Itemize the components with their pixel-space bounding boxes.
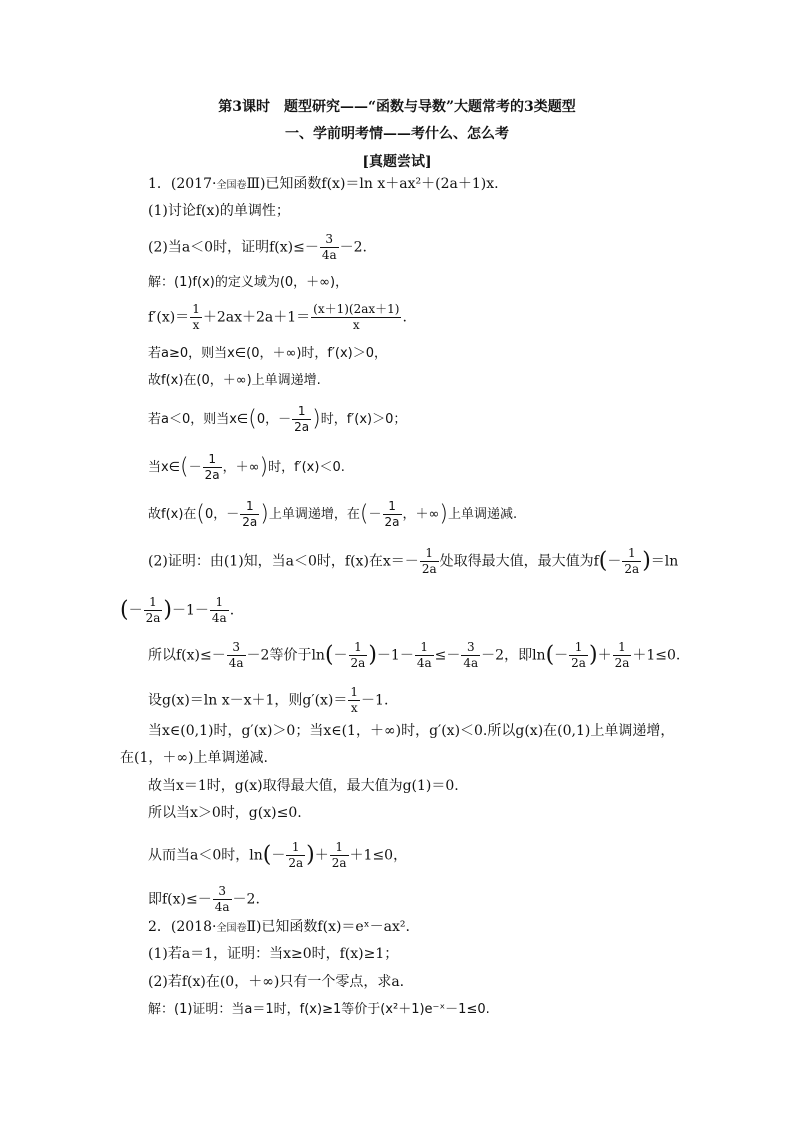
denominator: 2a <box>421 562 437 576</box>
fraction-1-over-2a <box>203 452 222 483</box>
text: 从而当a＜0时，ln <box>148 847 263 864</box>
problem-1-part-2 <box>148 232 367 263</box>
denominator: x <box>192 318 200 332</box>
paren-close: ) <box>312 406 321 432</box>
fraction-1-over-2a <box>349 640 368 671</box>
fraction-1-over-2a <box>240 499 259 530</box>
proof-line-3: 所以f(x)≤－ $\frac{3}{4a}$ －2等价于ln(－ $\frac{1}{2a}$ )－1－ $\frac{1}{4a}$ ≤－ $\frac{3}{4a}$ －2，即ln(－ $\frac{1}{2a}$ )＋ $\frac{1}{2a}$ ＋1≤0. <box>148 640 681 670</box>
text: －2，即ln <box>481 647 546 664</box>
denominator: 2a <box>294 420 310 434</box>
text: －2等价于ln <box>246 647 325 664</box>
solution-line-5 <box>148 404 406 435</box>
paren-close: ) <box>439 501 448 527</box>
text: ＋ <box>597 647 612 664</box>
numerator: 3 <box>320 232 339 248</box>
denominator: 2a <box>350 656 366 670</box>
numerator: 1 <box>383 499 402 515</box>
fraction-1-over-2a <box>622 546 641 577</box>
text: 0，－ <box>205 507 240 522</box>
problem-2-stem <box>148 920 410 934</box>
numerator: 1 <box>192 302 200 316</box>
denominator: 2a <box>204 468 220 482</box>
paren-open: ( <box>180 454 189 480</box>
numerator: (x＋1)(2ax＋1) <box>313 302 400 316</box>
fraction-1-over-2a <box>569 640 588 671</box>
stem-suffix: Ⅱ)已知函数f(x)＝eˣ－ax². <box>246 919 410 935</box>
proof-line-2: (－ $\frac{1}{2a}$ )－1－ $\frac{1}{4a}$ . <box>120 595 235 625</box>
paren-open: ( <box>324 642 334 668</box>
proof-line-1: (2)证明：由(1)知，当a＜0时，f(x)在x＝－ $\frac{1}{2a}$ 处取得最大值，最大值为f(－ $\frac{1}{2a}$ )＝ln <box>148 546 679 576</box>
fraction-3-over-4a <box>213 884 232 915</box>
fraction-1-over-x <box>348 685 360 716</box>
denominator: 2a <box>331 856 347 870</box>
fraction-derivative <box>311 302 401 333</box>
fraction-1-over-2a <box>613 640 632 671</box>
problem-2-part-2: (2)若f(x)在(0，＋∞)只有一个零点，求a. <box>148 974 405 990</box>
paren-close: ) <box>642 548 651 574</box>
fraction-3-over-4a <box>320 232 339 263</box>
paren-close: ) <box>163 597 172 623</box>
numerator: 3 <box>227 640 246 656</box>
paren-close: ) <box>588 642 598 668</box>
fraction-1-over-2a <box>292 404 311 435</box>
text: 时，f′(x)＞0； <box>320 412 407 427</box>
text: 即f(x)≤－ <box>148 891 212 908</box>
fraction-1-over-4a <box>210 595 229 626</box>
fraction-1-over-2a <box>420 546 439 577</box>
text: 所以f(x)≤－ <box>148 647 226 664</box>
paren-close: ) <box>259 454 269 480</box>
denominator: 4a <box>463 656 479 670</box>
numerator: 1 <box>330 840 349 856</box>
text: (2)当a＜0时，证明f(x)≤－ <box>148 239 319 256</box>
numerator: 1 <box>622 546 641 562</box>
text: ，＋∞ <box>402 507 440 522</box>
denominator: 4a <box>214 900 230 914</box>
text: －1－ <box>376 647 414 664</box>
denominator: 2a <box>614 656 630 670</box>
fraction-1-over-2a <box>330 840 349 871</box>
text: －1－ <box>171 602 209 619</box>
denominator: 2a <box>624 562 640 576</box>
denominator: 4a <box>416 656 432 670</box>
denominator: 4a <box>321 248 337 262</box>
denominator: x <box>352 318 360 332</box>
proof-line-10 <box>148 884 260 915</box>
solution-line-7: 故f(x)在(0，－ $\frac{1}{2a}$ )上单调递增，在(－ $\frac{1}{2a}$ ，＋∞)上单调递减. <box>148 499 518 529</box>
denominator: 2a <box>571 656 586 670</box>
fraction-1-over-x <box>190 302 202 333</box>
numerator: 1 <box>144 595 163 611</box>
solution-line-6: 当x∈(－ $\frac{1}{2a}$ ，＋∞)时，f′(x)＜0. <box>148 452 345 482</box>
section-tag: [真题尝试] <box>362 154 432 170</box>
paren-close: ) <box>260 501 269 527</box>
stem-prefix: 2．(2018· <box>148 919 217 935</box>
denominator: 2a <box>384 515 400 529</box>
problem-1-stem <box>148 177 499 191</box>
numerator: 1 <box>350 685 359 699</box>
solution-line-3: 若a≥0，则当x∈(0，＋∞)时，f′(x)＞0， <box>148 346 388 361</box>
paren-close: ) <box>306 842 315 868</box>
text: －2. <box>232 891 260 908</box>
numerator: 1 <box>203 452 222 468</box>
paren-open: ( <box>248 406 257 432</box>
stem-suffix: Ⅲ)已知函数f(x)＝ln x＋ax²＋(2a＋1)x. <box>246 176 499 192</box>
section-heading: 一、学前明考情——考什么、怎么考 <box>285 126 509 142</box>
source-mark: 全国卷 <box>216 180 247 191</box>
numerator: 3 <box>461 640 480 656</box>
problem-1-part-1: (1)讨论f(x)的单调性； <box>148 203 290 219</box>
proof-line-9: 从而当a＜0时，ln(－ $\frac{1}{2a}$ )＋ $\frac{1}{2a}$ ＋1≤0， <box>148 840 408 870</box>
text: 上单调递增，在 <box>268 507 360 522</box>
text: 0，－ <box>256 412 292 427</box>
proof-line-4 <box>148 685 388 716</box>
numerator: 1 <box>286 840 305 856</box>
fraction-1-over-2a <box>383 499 402 530</box>
proof-line-7: 故当x＝1时，g(x)取得最大值，最大值为g(1)＝0. <box>148 778 459 794</box>
denominator: 2a <box>242 515 258 529</box>
numerator: 1 <box>240 499 259 515</box>
paren-open: ( <box>120 597 129 623</box>
paren-open: ( <box>359 501 369 527</box>
lesson-title: 第3课时 题型研究——“函数与导数”大题常考的3类题型 <box>218 99 576 115</box>
denominator: x <box>350 701 358 715</box>
paren-close: ) <box>368 642 377 668</box>
proof-line-6: 在(1，＋∞)上单调递减. <box>120 750 268 766</box>
denominator: 4a <box>211 611 227 625</box>
numerator: 1 <box>292 404 311 420</box>
paren-open: ( <box>196 501 206 527</box>
proof-line-5: 当x∈(0,1)时，g′(x)＞0；当x∈(1，＋∞)时，g′(x)＜0.所以g(x)在(0,1)上单调递增， <box>148 723 675 739</box>
text: (2)证明：由(1)知，当a＜0时，f(x)在x＝－ <box>148 553 419 570</box>
source-mark: 全国卷 <box>216 923 247 934</box>
text: ＋ <box>314 847 329 864</box>
text: －2. <box>339 239 367 256</box>
text: . <box>402 309 407 326</box>
text: ＋1≤0， <box>349 847 408 864</box>
numerator: 1 <box>569 640 588 656</box>
numerator: 3 <box>213 884 232 900</box>
fraction-1-over-2a <box>286 840 305 871</box>
numerator: 1 <box>415 640 434 656</box>
text: 故f(x)在 <box>148 507 197 522</box>
text: 时，f′(x)＜0. <box>268 460 345 475</box>
proof-line-8: 所以当x＞0时，g(x)≤0. <box>148 805 302 821</box>
denominator: 2a <box>145 611 161 625</box>
text: 设g(x)＝ln x－x＋1，则g′(x)＝ <box>148 692 348 709</box>
text: ＋2ax＋2a＋1＝ <box>202 309 311 326</box>
text: －1. <box>361 692 389 709</box>
solution-line-1: 解：(1)f(x)的定义域为(0，＋∞)， <box>148 275 349 290</box>
numerator: 1 <box>613 640 632 656</box>
fraction-1-over-4a <box>415 640 434 671</box>
numerator: 1 <box>349 640 368 656</box>
numerator: 1 <box>210 595 229 611</box>
solution-line-4: 故f(x)在(0，＋∞)上单调递增. <box>148 373 321 388</box>
text: ，＋∞ <box>222 460 260 475</box>
problem-2-solution-line-1: 解：(1)证明：当a＝1时，f(x)≥1等价于(x²＋1)e⁻ˣ－1≤0. <box>148 1002 490 1017</box>
denominator: 4a <box>228 656 244 670</box>
fraction-1-over-2a <box>144 595 163 626</box>
text: ＝ln <box>650 553 679 570</box>
paren-open: ( <box>598 548 608 574</box>
text: ＋1≤0. <box>632 647 681 664</box>
text: 上单调递减. <box>447 507 518 522</box>
paren-open: ( <box>545 642 555 668</box>
text: ≤－ <box>434 647 461 664</box>
numerator: 1 <box>420 546 439 562</box>
derivative-line <box>148 302 407 333</box>
text: 若a＜0，则当x∈ <box>148 412 249 427</box>
text: f′(x)＝ <box>148 309 190 326</box>
text: 处取得最大值，最大值为f <box>439 553 599 570</box>
text: . <box>229 602 235 619</box>
text: 当x∈ <box>148 460 181 475</box>
problem-2-part-1: (1)若a＝1，证明：当x≥0时，f(x)≥1； <box>148 946 399 962</box>
fraction-3-over-4a <box>227 640 246 671</box>
paren-open: ( <box>262 842 272 868</box>
stem-prefix: 1．(2017· <box>148 176 217 192</box>
denominator: 2a <box>288 856 304 870</box>
fraction-3-over-4a <box>461 640 480 671</box>
